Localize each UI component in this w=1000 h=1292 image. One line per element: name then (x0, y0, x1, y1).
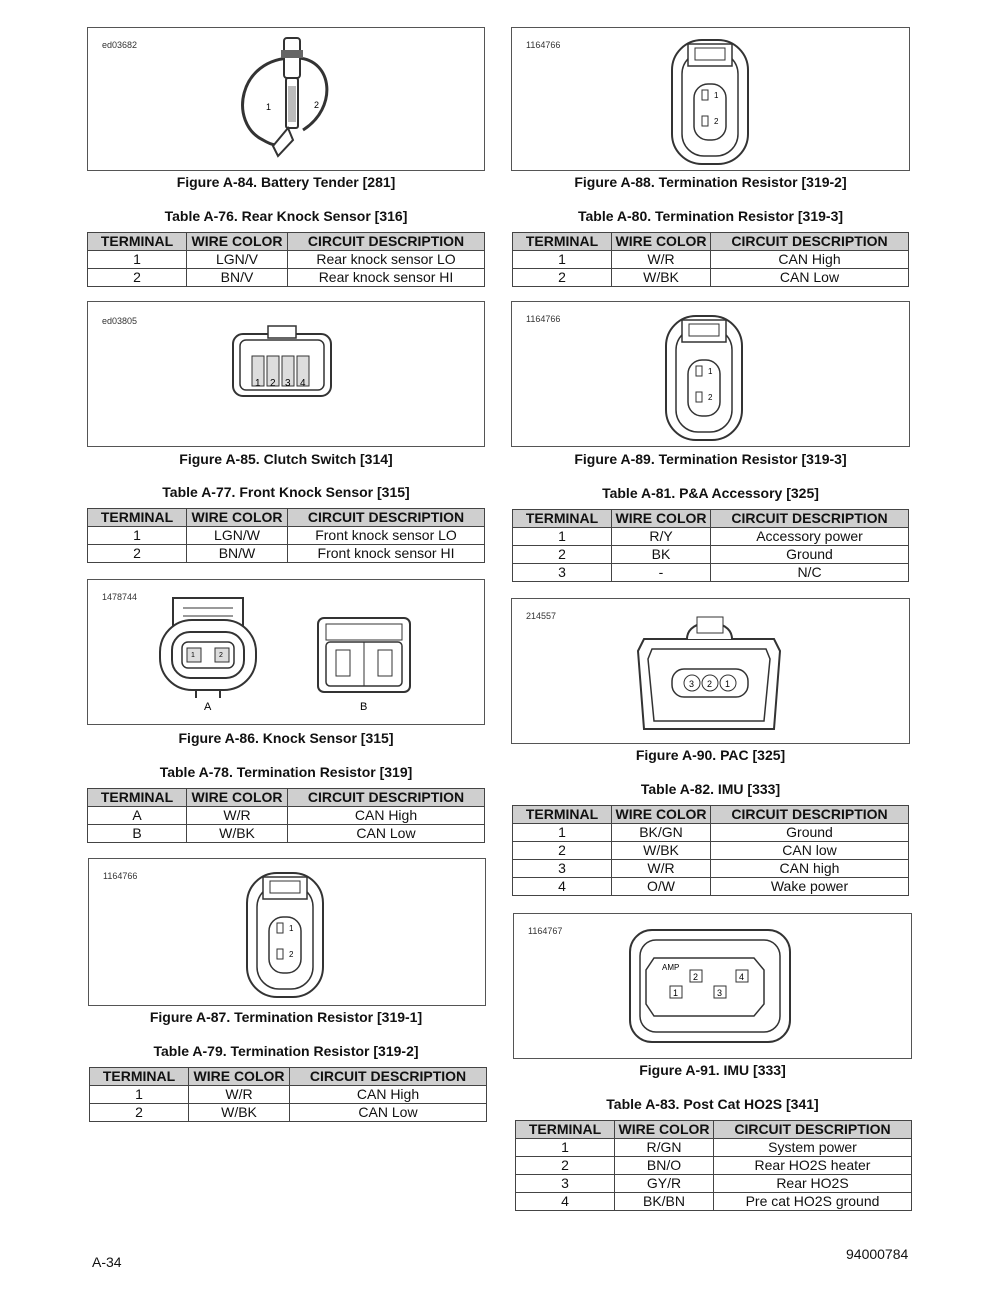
cell: B (88, 825, 187, 843)
pin-2-label: 2 (693, 972, 699, 982)
cell: 3 (516, 1175, 615, 1193)
table-caption: Table A-80. Termination Resistor [319-3] (577, 208, 844, 224)
figure-a91 (513, 913, 912, 1059)
cell: W/BK (612, 269, 711, 287)
cell: Rear HO2S (714, 1175, 912, 1193)
pin-2-label: 2 (707, 679, 713, 689)
cell: W/BK (612, 842, 711, 860)
figure-caption: Figure A-86. Knock Sensor [315] (178, 730, 394, 746)
col-wire-color: WIRE COLOR (612, 233, 711, 251)
table-row (516, 1157, 912, 1175)
col-terminal: TERMINAL (88, 509, 187, 527)
pin-2-label: 2 (270, 378, 276, 389)
col-wire-color: WIRE COLOR (189, 1068, 290, 1086)
table-row (513, 546, 909, 564)
figure-caption: Figure A-90. PAC [325] (635, 747, 786, 763)
figure-id: 214557 (526, 611, 557, 621)
cell: 2 (513, 842, 612, 860)
cell: GY/R (615, 1175, 714, 1193)
table-row (90, 1086, 487, 1104)
figure-a85 (87, 301, 485, 447)
table-row (513, 860, 909, 878)
figure-id: 1478744 (102, 592, 138, 602)
cell: CAN High (288, 807, 485, 825)
table-row (516, 1193, 912, 1211)
table-a79 (89, 1067, 487, 1122)
figure-caption: Figure A-91. IMU [333] (639, 1062, 786, 1078)
cell: Front knock sensor LO (288, 527, 485, 545)
table-row (88, 527, 485, 545)
pin-1-label: 1 (725, 679, 731, 689)
table-header-row (513, 510, 909, 528)
cell: BN/O (615, 1157, 714, 1175)
cell: CAN Low (290, 1104, 487, 1122)
pin-1-label: 1 (673, 988, 679, 998)
col-terminal: TERMINAL (88, 233, 187, 251)
table-row (513, 824, 909, 842)
cell: 2 (516, 1157, 615, 1175)
table-row (513, 564, 909, 582)
table-header-row (513, 233, 909, 251)
cell: LGN/W (187, 527, 288, 545)
imu-connector-drawing (514, 914, 911, 1058)
col-terminal: TERMINAL (88, 789, 187, 807)
cell: LGN/V (187, 251, 288, 269)
pin-1-label: 1 (191, 652, 195, 659)
col-wire-color: WIRE COLOR (615, 1121, 714, 1139)
col-wire-color: WIRE COLOR (187, 509, 288, 527)
knock-sensor-drawing (88, 580, 484, 724)
cell: W/R (612, 860, 711, 878)
figure-caption: Figure A-88. Termination Resistor [319-2] (574, 174, 847, 190)
table-caption: Table A-76. Rear Knock Sensor [316] (164, 208, 408, 224)
pin-1-label: 1 (255, 378, 261, 389)
table-a83 (515, 1120, 912, 1211)
cell: 3 (513, 860, 612, 878)
cell: CAN High (711, 251, 909, 269)
cell: 1 (88, 251, 187, 269)
cell: 1 (513, 528, 612, 546)
pin-4-label: 4 (300, 378, 306, 389)
table-header-row (88, 789, 485, 807)
table-a80 (512, 232, 909, 287)
col-circuit-description: CIRCUIT DESCRIPTION (711, 510, 909, 528)
table-header-row (88, 233, 485, 251)
col-circuit-description: CIRCUIT DESCRIPTION (711, 806, 909, 824)
table-row (513, 251, 909, 269)
pin-2-label: 2 (289, 950, 294, 959)
cell: System power (714, 1139, 912, 1157)
figure-id: ed03682 (102, 40, 138, 50)
table-header-row (90, 1068, 487, 1086)
cell: Rear HO2S heater (714, 1157, 912, 1175)
cell: 1 (88, 527, 187, 545)
pin-2-label: 2 (714, 117, 719, 126)
pin-1-label: 1 (714, 91, 719, 100)
cell: Accessory power (711, 528, 909, 546)
cell: BK/BN (615, 1193, 714, 1211)
table-row (88, 807, 485, 825)
figure-caption: Figure A-89. Termination Resistor [319-3] (574, 451, 847, 467)
col-circuit-description: CIRCUIT DESCRIPTION (288, 789, 485, 807)
connector-a-label: A (204, 701, 212, 713)
page-number: A-34 (92, 1254, 122, 1270)
col-circuit-description: CIRCUIT DESCRIPTION (290, 1068, 487, 1086)
figure-id: 1164766 (526, 40, 561, 50)
figure-caption: Figure A-84. Battery Tender [281] (176, 174, 396, 190)
cell: Rear knock sensor HI (288, 269, 485, 287)
figure-caption: Figure A-87. Termination Resistor [319-1] (149, 1009, 423, 1025)
table-row (516, 1139, 912, 1157)
cell: 2 (88, 545, 187, 563)
table-caption: Table A-83. Post Cat HO2S [341] (606, 1096, 819, 1112)
cell: 1 (513, 824, 612, 842)
table-a81 (512, 509, 909, 582)
cell: 2 (88, 269, 187, 287)
col-terminal: TERMINAL (513, 233, 612, 251)
table-a78 (87, 788, 485, 843)
table-a76 (87, 232, 485, 287)
col-circuit-description: CIRCUIT DESCRIPTION (288, 233, 485, 251)
cell: 3 (513, 564, 612, 582)
pin-1-label: 1 (289, 924, 294, 933)
table-a77 (87, 508, 485, 563)
cell: Wake power (711, 878, 909, 896)
figure-caption: Figure A-85. Clutch Switch [314] (179, 451, 393, 467)
pin-4-label: 4 (739, 972, 745, 982)
cell: 2 (513, 269, 612, 287)
cell: A (88, 807, 187, 825)
cell: CAN low (711, 842, 909, 860)
amp-label: AMP (662, 963, 680, 972)
cell: Ground (711, 546, 909, 564)
table-caption: Table A-78. Termination Resistor [319] (159, 764, 413, 780)
termination-resistor-drawing (512, 302, 909, 446)
cell: R/Y (612, 528, 711, 546)
cell: 1 (513, 251, 612, 269)
pin-2-label: 2 (708, 393, 713, 402)
table-caption: Table A-77. Front Knock Sensor [315] (162, 484, 410, 500)
cell: 4 (516, 1193, 615, 1211)
cell: W/R (612, 251, 711, 269)
cell: W/BK (189, 1104, 290, 1122)
document-number: 94000784 (846, 1246, 909, 1262)
table-row (513, 269, 909, 287)
cell: W/BK (187, 825, 288, 843)
table-row (88, 269, 485, 287)
table-row (88, 825, 485, 843)
figure-a86 (87, 579, 485, 725)
connector-b-label: B (360, 701, 368, 713)
pin-3-label: 3 (717, 988, 723, 998)
col-circuit-description: CIRCUIT DESCRIPTION (711, 233, 909, 251)
table-caption: Table A-79. Termination Resistor [319-2] (153, 1043, 419, 1059)
col-terminal: TERMINAL (516, 1121, 615, 1139)
cell: 2 (90, 1104, 189, 1122)
col-terminal: TERMINAL (513, 510, 612, 528)
cell: W/R (187, 807, 288, 825)
cell: BN/V (187, 269, 288, 287)
figure-id: 1164766 (103, 871, 138, 881)
cell: CAN Low (711, 269, 909, 287)
figure-id: ed03805 (102, 316, 138, 326)
figure-id: 1164767 (528, 926, 563, 936)
table-row (516, 1175, 912, 1193)
table-row (88, 251, 485, 269)
battery-tender-drawing (88, 28, 484, 170)
col-circuit-description: CIRCUIT DESCRIPTION (288, 509, 485, 527)
col-terminal: TERMINAL (513, 806, 612, 824)
figure-id: 1164766 (526, 314, 561, 324)
cell: Pre cat HO2S ground (714, 1193, 912, 1211)
pin-2-label: 2 (219, 652, 223, 659)
cell: N/C (711, 564, 909, 582)
cell: Front knock sensor HI (288, 545, 485, 563)
cell: - (612, 564, 711, 582)
cell: Rear knock sensor LO (288, 251, 485, 269)
cell: 4 (513, 878, 612, 896)
cell: 1 (90, 1086, 189, 1104)
col-circuit-description: CIRCUIT DESCRIPTION (714, 1121, 912, 1139)
cell: BK/GN (612, 824, 711, 842)
figure-a90 (511, 598, 910, 744)
col-wire-color: WIRE COLOR (612, 510, 711, 528)
figure-a87 (88, 858, 486, 1006)
figure-a84 (87, 27, 485, 171)
pin-3-label: 3 (689, 679, 695, 689)
termination-resistor-drawing (512, 28, 909, 170)
figure-a89 (511, 301, 910, 447)
pin-2-label: 2 (314, 100, 320, 110)
table-header-row (513, 806, 909, 824)
cell: BN/W (187, 545, 288, 563)
cell: 2 (513, 546, 612, 564)
cell: Ground (711, 824, 909, 842)
cell: CAN High (290, 1086, 487, 1104)
table-caption: Table A-82. IMU [333] (640, 781, 781, 797)
table-row (88, 545, 485, 563)
termination-resistor-drawing (89, 859, 485, 1005)
table-header-row (516, 1121, 912, 1139)
pin-1-label: 1 (708, 367, 713, 376)
col-wire-color: WIRE COLOR (187, 233, 288, 251)
col-wire-color: WIRE COLOR (612, 806, 711, 824)
cell: CAN Low (288, 825, 485, 843)
col-wire-color: WIRE COLOR (187, 789, 288, 807)
col-terminal: TERMINAL (90, 1068, 189, 1086)
cell: W/R (189, 1086, 290, 1104)
table-header-row (88, 509, 485, 527)
clutch-switch-drawing (88, 302, 484, 446)
cell: CAN high (711, 860, 909, 878)
table-row (90, 1104, 487, 1122)
cell: 1 (516, 1139, 615, 1157)
pin-1-label: 1 (266, 102, 272, 112)
table-row (513, 842, 909, 860)
pac-connector-drawing (512, 599, 909, 743)
cell: BK (612, 546, 711, 564)
table-row (513, 528, 909, 546)
pin-3-label: 3 (285, 378, 291, 389)
table-a82 (512, 805, 909, 896)
table-caption: Table A-81. P&A Accessory [325] (602, 485, 819, 501)
table-row (513, 878, 909, 896)
cell: O/W (612, 878, 711, 896)
figure-a88 (511, 27, 910, 171)
cell: R/GN (615, 1139, 714, 1157)
